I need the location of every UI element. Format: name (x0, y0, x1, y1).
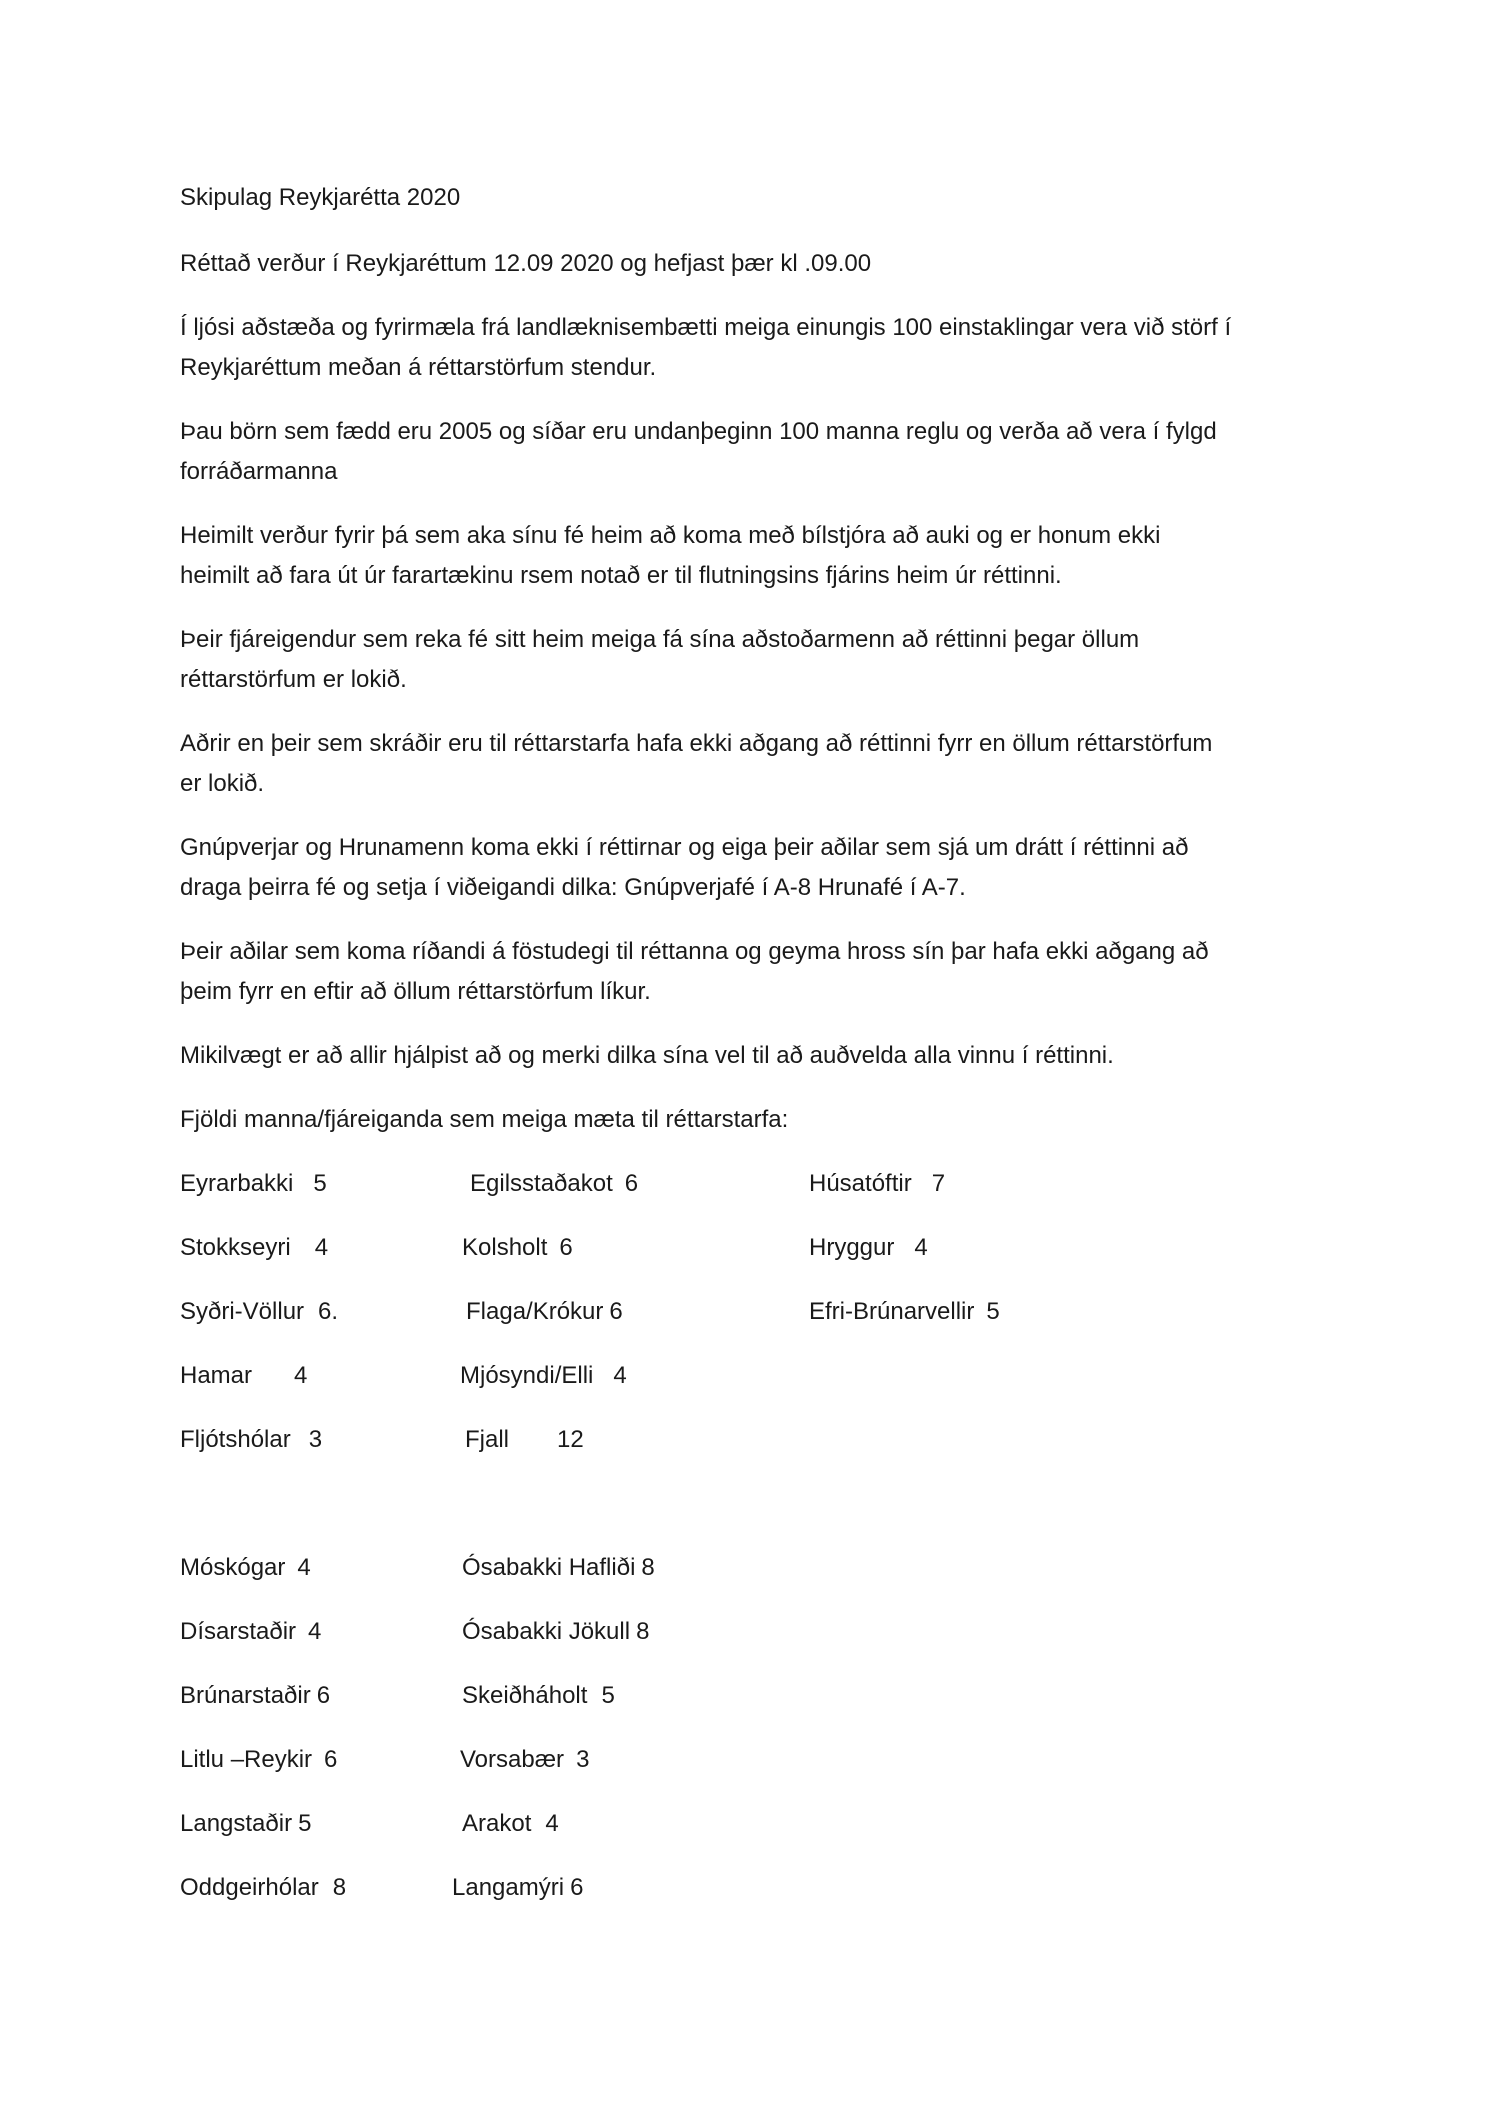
paragraph-access-line-2: er lokið. (180, 770, 265, 797)
farm-name: Hamar (180, 1362, 253, 1389)
farm-entry (180, 1552, 311, 1584)
farm-entry (809, 1168, 945, 1200)
paragraph-gnupverjar-line-1: Gnúpverjar og Hrunamenn koma ekki í réttirnar og eiga þeir aðilar sem sjá um drátt í réttinni að (180, 834, 1189, 861)
farm-count: 4 (294, 1362, 308, 1389)
farm-entry (466, 1296, 623, 1328)
farm-name: Eyrarbakki (180, 1170, 294, 1197)
paragraph-riders-line-1: Þeir aðilar sem koma ríðandi á föstudegi til réttanna og geyma hross sín þar hafa ekki aðgang að (180, 938, 1209, 965)
paragraph-riders-line-2: þeim fyrr en eftir að öllum réttarstörfum líkur. (180, 978, 651, 1005)
farm-name: Efri-Brúnarvellir (809, 1298, 975, 1325)
farm-count: 4 (914, 1234, 928, 1261)
farm-name: Kolsholt (462, 1234, 548, 1261)
farm-name: Oddgeirhólar (180, 1874, 319, 1901)
farm-count: 4 (545, 1810, 559, 1837)
farm-name: Ósabakki Jökull (462, 1618, 631, 1645)
farm-entry (180, 1232, 328, 1264)
farm-name: Mjósyndi/Elli (460, 1362, 594, 1389)
farm-count: 5 (986, 1298, 1000, 1325)
paragraph-owners-line-1: Þeir fjáreigendur sem reka fé sitt heim meiga fá sína aðstoðarmenn að réttinni þegar öllum (180, 626, 1140, 653)
farm-count: 3 (576, 1746, 590, 1773)
farm-entry (460, 1744, 589, 1776)
farm-count: 4 (613, 1362, 627, 1389)
farm-count: 7 (931, 1170, 946, 1197)
document-title: Skipulag Reykjarétta 2020 (180, 184, 461, 211)
farm-name: Móskógar (180, 1554, 286, 1581)
farm-count: 6 (324, 1746, 338, 1773)
farm-name: Fjall (465, 1426, 510, 1453)
farm-name: Ósabakki Hafliði (462, 1554, 636, 1581)
farm-name: Hryggur (809, 1234, 895, 1261)
farm-count: 6 (609, 1298, 623, 1325)
paragraph-date: Réttað verður í Reykjaréttum 12.09 2020 og hefjast þær kl .09.00 (180, 250, 872, 277)
farm-count: 12 (557, 1426, 584, 1453)
farm-count: 8 (332, 1874, 347, 1901)
farm-count: 6 (316, 1682, 331, 1709)
farm-name: Skeiðháholt (462, 1682, 588, 1709)
farm-count: 3 (308, 1426, 323, 1453)
farm-count: 5 (313, 1170, 327, 1197)
farm-count: 6 (570, 1874, 584, 1901)
farm-name: Arakot (462, 1810, 532, 1837)
farm-count: 8 (636, 1618, 650, 1645)
paragraph-restriction-line-2: Reykjaréttum meðan á réttarstörfum stendur. (180, 354, 657, 381)
farm-count: 5 (601, 1682, 615, 1709)
farm-entry (180, 1744, 337, 1776)
paragraph-restriction-line-1: Í ljósi aðstæða og fyrirmæla frá landlæknisembætti meiga einungis 100 einstaklingar vera við störf í (180, 314, 1232, 341)
paragraph-access-line-1: Aðrir en þeir sem skráðir eru til réttarstarfa hafa ekki aðgang að réttinni fyrr en öllum réttarstörfum (180, 730, 1213, 757)
farm-entry (180, 1296, 338, 1328)
farm-entry (462, 1808, 559, 1840)
farm-name: Dísarstaðir (180, 1618, 297, 1645)
paragraph-gnupverjar-line-2: draga þeirra fé og setja í viðeigandi dilka: Gnúpverjafé í A-8 Hrunafé í A-7. (180, 874, 966, 901)
farm-entry (180, 1616, 321, 1648)
farm-count: 4 (297, 1554, 311, 1581)
farm-name: Langamýri (452, 1874, 565, 1901)
farm-name: Vorsabær (460, 1746, 565, 1773)
paragraph-owners-line-2: réttarstörfum er lokið. (180, 666, 407, 693)
paragraph-marking: Mikilvægt er að allir hjálpist að og merki dilka sína vel til að auðvelda alla vinnu í réttinni. (180, 1042, 1114, 1069)
farm-entry (180, 1168, 327, 1200)
paragraph-driving-line-1: Heimilt verður fyrir þá sem aka sínu fé heim að koma með bílstjóra að auki og er honum ekki (180, 522, 1161, 549)
farm-entry (460, 1360, 627, 1392)
farm-count: 6 (559, 1234, 573, 1261)
farm-entry (180, 1808, 311, 1840)
farm-entry (809, 1232, 928, 1264)
paragraph-list-intro: Fjöldi manna/fjáreiganda sem meiga mæta til réttarstarfa: (180, 1106, 789, 1133)
farm-count: 8 (641, 1554, 655, 1581)
farm-entry (462, 1552, 655, 1584)
farm-name: Fljótshólar (180, 1426, 291, 1453)
farm-name: Syðri-Völlur (180, 1298, 305, 1325)
farm-entry (180, 1680, 330, 1712)
farm-count: 4 (308, 1618, 322, 1645)
farm-count: 6. (318, 1298, 339, 1325)
farm-name: Stokkseyri (180, 1234, 291, 1261)
farm-name: Brúnarstaðir (180, 1682, 311, 1709)
farm-count: 6 (624, 1170, 639, 1197)
farm-entry (180, 1872, 346, 1904)
farm-name: Langstaðir (180, 1810, 293, 1837)
farm-name: Litlu –Reykir (180, 1746, 313, 1773)
farm-entry (462, 1232, 573, 1264)
farm-count: 4 (314, 1234, 329, 1261)
farm-name: Flaga/Krókur (466, 1298, 604, 1325)
farm-entry (809, 1296, 1000, 1328)
farm-entry (462, 1616, 649, 1648)
farm-count: 5 (298, 1810, 312, 1837)
paragraph-children-line-1: Þau börn sem fædd eru 2005 og síðar eru undanþeginn 100 manna reglu og verða að vera í fylgd (180, 418, 1217, 445)
farm-name: Egilsstaðakot (470, 1170, 613, 1197)
farm-entry (180, 1360, 307, 1392)
farm-entry (180, 1424, 322, 1456)
paragraph-driving-line-2: heimilt að fara út úr farartækinu rsem notað er til flutningsins fjárins heim úr réttinni. (180, 562, 1062, 589)
farm-entry (462, 1680, 615, 1712)
paragraph-children-line-2: forráðarmanna (180, 458, 338, 485)
farm-entry (465, 1424, 584, 1456)
farm-entry (452, 1872, 583, 1904)
farm-entry (470, 1168, 638, 1200)
farm-name: Húsatóftir (809, 1170, 912, 1197)
